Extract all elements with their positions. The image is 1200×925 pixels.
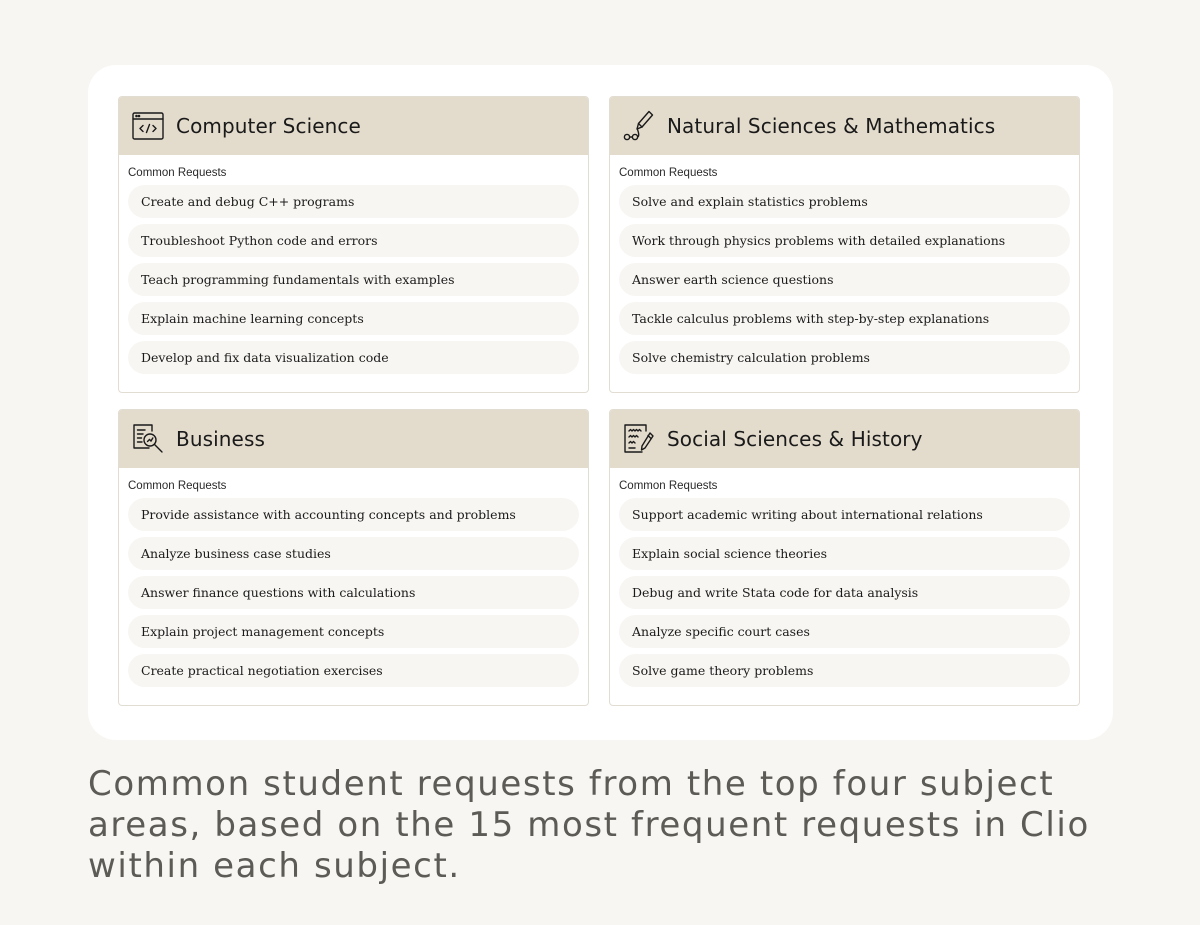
request-item: Develop and fix data visualization code	[128, 341, 579, 374]
section-label: Common Requests	[619, 480, 718, 492]
section-label: Common Requests	[128, 480, 227, 492]
figure-caption: Common student requests from the top four subject areas, based on the 15 most frequent requests in Clio within each subject.	[88, 764, 1090, 886]
code-window-icon	[131, 109, 165, 143]
request-item: Analyze specific court cases	[619, 615, 1070, 648]
section-label: Common Requests	[619, 167, 718, 179]
request-item: Tackle calculus problems with step-by-step explanations	[619, 302, 1070, 335]
request-item: Analyze business case studies	[128, 537, 579, 570]
request-item: Create and debug C++ programs	[128, 185, 579, 218]
panel-title: Business	[176, 427, 265, 451]
request-item: Support academic writing about international relations	[619, 498, 1070, 531]
panel-business	[118, 409, 589, 706]
request-item: Solve game theory problems	[619, 654, 1070, 687]
panel-header	[119, 410, 588, 468]
request-item: Troubleshoot Python code and errors	[128, 224, 579, 257]
request-item: Explain project management concepts	[128, 615, 579, 648]
request-item: Work through physics problems with detailed explanations	[619, 224, 1070, 257]
request-item: Teach programming fundamentals with examples	[128, 263, 579, 296]
panel-title: Social Sciences & History	[667, 427, 923, 451]
request-item: Answer earth science questions	[619, 263, 1070, 296]
document-magnifier-icon	[131, 422, 165, 456]
request-list	[610, 185, 1079, 374]
panel-computer-science	[118, 96, 589, 393]
panel-header	[610, 97, 1079, 155]
request-item: Explain machine learning concepts	[128, 302, 579, 335]
request-item: Debug and write Stata code for data analysis	[619, 576, 1070, 609]
section-label: Common Requests	[128, 167, 227, 179]
request-list	[610, 498, 1079, 687]
request-item: Answer finance questions with calculations	[128, 576, 579, 609]
panel-social-sciences	[609, 409, 1080, 706]
request-item: Solve chemistry calculation problems	[619, 341, 1070, 374]
panel-header	[610, 410, 1079, 468]
pen-graph-icon	[622, 109, 656, 143]
notes-pen-icon	[622, 422, 656, 456]
request-item: Create practical negotiation exercises	[128, 654, 579, 687]
request-item: Provide assistance with accounting concepts and problems	[128, 498, 579, 531]
panel-header	[119, 97, 588, 155]
request-list	[119, 498, 588, 687]
panel-title: Computer Science	[176, 114, 361, 138]
request-item: Solve and explain statistics problems	[619, 185, 1070, 218]
request-item: Explain social science theories	[619, 537, 1070, 570]
panel-natural-sciences	[609, 96, 1080, 393]
request-list	[119, 185, 588, 374]
subjects-card	[88, 65, 1113, 740]
panel-title: Natural Sciences & Mathematics	[667, 114, 996, 138]
